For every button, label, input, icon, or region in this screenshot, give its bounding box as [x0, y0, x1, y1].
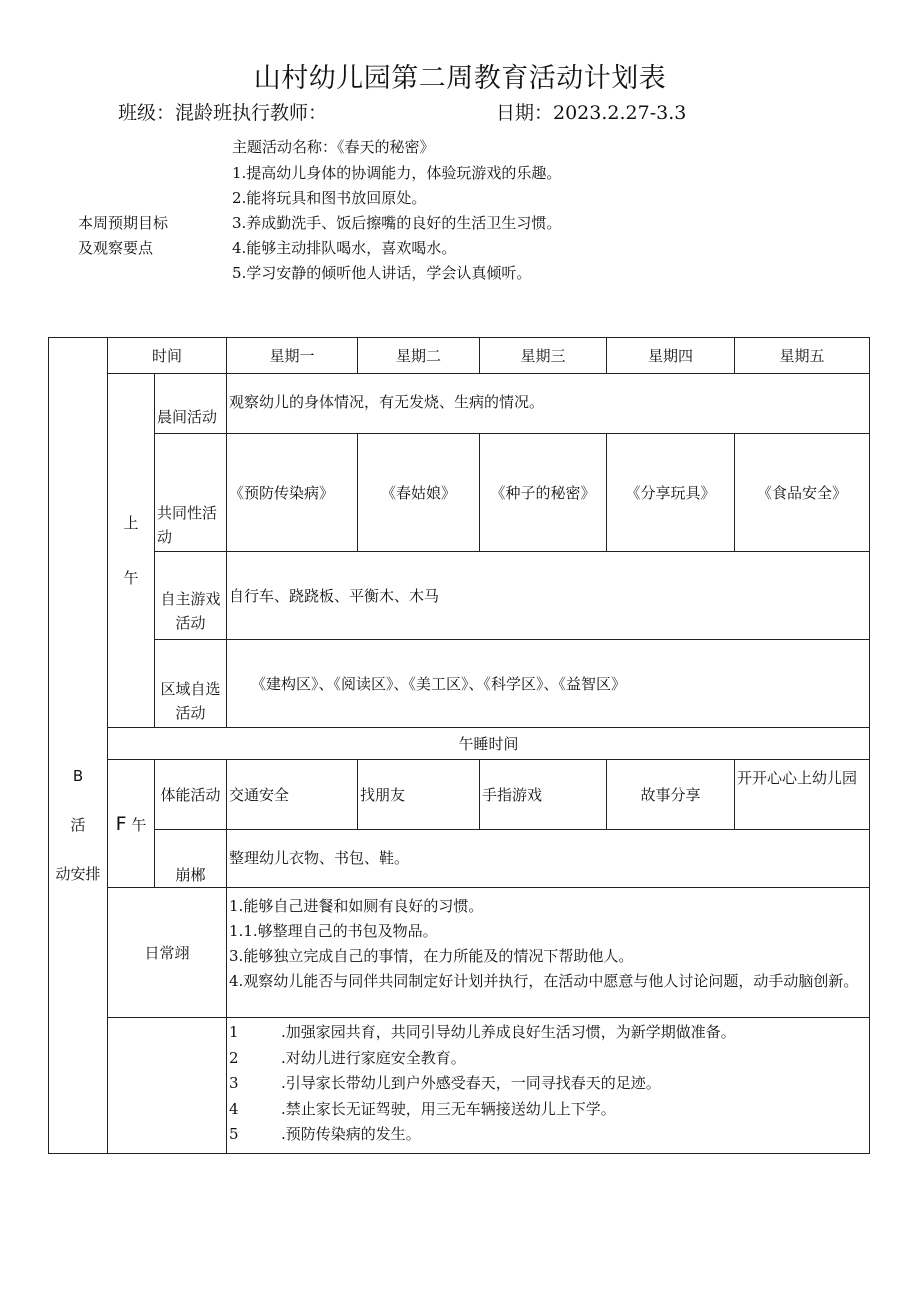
- family-item-text: .预防传染病的发生。: [281, 1125, 421, 1143]
- pe-activity-day: 交通安全: [227, 760, 358, 830]
- routine-item: 3.能够独立完成自己的事情，在力所能及的情况下帮助他人。: [229, 947, 634, 965]
- common-activity-day: 《食品安全》: [735, 434, 870, 552]
- common-activity-day: 《春姑娘》: [358, 434, 480, 552]
- afternoon-label-f: F: [115, 813, 127, 835]
- family-item-number: 2: [229, 1048, 239, 1067]
- morning-label-shang: 上: [123, 513, 139, 532]
- area-activity-label: 区域自选活动: [155, 640, 227, 728]
- morning-activity-content: 观察幼儿的身体情况，有无发烧、生病的情况。: [227, 374, 870, 434]
- family-item: [229, 1071, 867, 1097]
- area-activity-content: 《建构区》、《阅读区》、《美工区》、《科学区》、《益智区》: [227, 640, 870, 728]
- pe-activity-day: 故事分享: [607, 760, 735, 830]
- family-item-text: .对幼儿进行家庭安全教育。: [281, 1048, 466, 1067]
- goal-item: 2.能将玩具和图书放回原处。: [232, 189, 427, 207]
- common-activity-day: 《种子的秘密》: [480, 434, 607, 552]
- afternoon-label-wu: 午: [131, 816, 147, 834]
- family-item: [229, 1046, 867, 1072]
- pe-activity-label: 体能活动: [155, 760, 227, 830]
- free-play-content: 自行车、跷跷板、平衡木、木马: [227, 552, 870, 640]
- family-item-number: 5: [229, 1125, 239, 1143]
- free-play-label: 自主游戏活动: [155, 552, 227, 640]
- morning-label-wu: 午: [123, 568, 139, 587]
- pe-activity-day: 开开心心上幼儿园: [735, 760, 870, 830]
- family-item-text: .引导家长带幼儿到户外感受春天，一同寻找春天的足迹。: [281, 1074, 661, 1092]
- common-activity-label: 共同性活动: [155, 434, 227, 552]
- family-item-number: 1: [229, 1023, 239, 1041]
- time-header: 时间: [108, 338, 227, 374]
- goal-item: 1.提高幼儿身体的协调能力，体验玩游戏的乐趣。: [232, 164, 562, 182]
- class-teacher-label: 班级：混龄班执行教师：: [118, 102, 328, 124]
- goals-label-line1: 本周预期目标: [78, 214, 169, 232]
- day-header: 星期三: [480, 338, 607, 374]
- family-item: [229, 1020, 867, 1046]
- family-content: [227, 1018, 870, 1154]
- routine-label: 日常翊: [108, 888, 227, 1018]
- family-item: [229, 1122, 867, 1148]
- routine-item: 1.能够自己进餐和如厕有良好的习惯。: [229, 897, 484, 915]
- family-item-number: 4: [229, 1099, 239, 1118]
- tidy-label: 崩郴: [155, 830, 227, 888]
- day-header: 星期一: [227, 338, 358, 374]
- activity-plan-table: [48, 337, 870, 1154]
- common-activity-day: 《预防传染病》: [227, 434, 358, 552]
- tidy-content: 整理幼儿衣物、书包、鞋。: [227, 830, 870, 888]
- page-title: 山村幼儿园第二周教育活动计划表: [253, 63, 667, 94]
- section-label-cell: [49, 338, 108, 1154]
- afternoon-label-cell: [108, 760, 155, 888]
- day-header: 星期五: [735, 338, 870, 374]
- routine-content: [227, 888, 870, 1018]
- family-item-text: .加强家园共育，共同引导幼儿养成良好生活习惯，为新学期做准备。: [281, 1023, 736, 1041]
- section-label-huo: 活: [70, 816, 86, 834]
- section-label-arrangement: 动安排: [55, 865, 101, 883]
- date-label: 日期：2023.2.27-3.3: [496, 102, 687, 124]
- pe-activity-day: 手指游戏: [480, 760, 607, 830]
- section-label-b: B: [72, 767, 84, 785]
- nap-time: 午睡时间: [108, 728, 870, 760]
- pe-activity-day: 找朋友: [358, 760, 480, 830]
- goal-item: 3.养成勤洗手、饭后擦嘴的良好的生活卫生习惯。: [232, 214, 562, 232]
- morning-activity-label: 晨间活动: [155, 374, 227, 434]
- day-header: 星期四: [607, 338, 735, 374]
- family-item-number: 3: [229, 1074, 239, 1092]
- morning-label-cell: [108, 374, 155, 728]
- goal-item: 4.能够主动排队喝水，喜欢喝水。: [232, 239, 457, 257]
- routine-item: 1.1.够整理自己的书包及物品。: [229, 922, 438, 940]
- family-label-cell: [108, 1018, 227, 1154]
- routine-item: 4.观察幼儿能否与同伴共同制定好计划并执行，在活动中愿意与他人讨论问题，动手动脑创新。: [229, 972, 859, 990]
- goal-item: 5.学习安静的倾听他人讲话，学会认真倾听。: [232, 264, 532, 282]
- day-header: 星期二: [358, 338, 480, 374]
- family-item: [229, 1097, 867, 1123]
- goals-label-line2: 及观察要点: [78, 239, 154, 257]
- theme-name: 主题活动名称：《春天的秘密》: [232, 138, 435, 156]
- family-item-text: .禁止家长无证驾驶，用三无车辆接送幼儿上下学。: [281, 1099, 616, 1118]
- common-activity-day: 《分享玩具》: [607, 434, 735, 552]
